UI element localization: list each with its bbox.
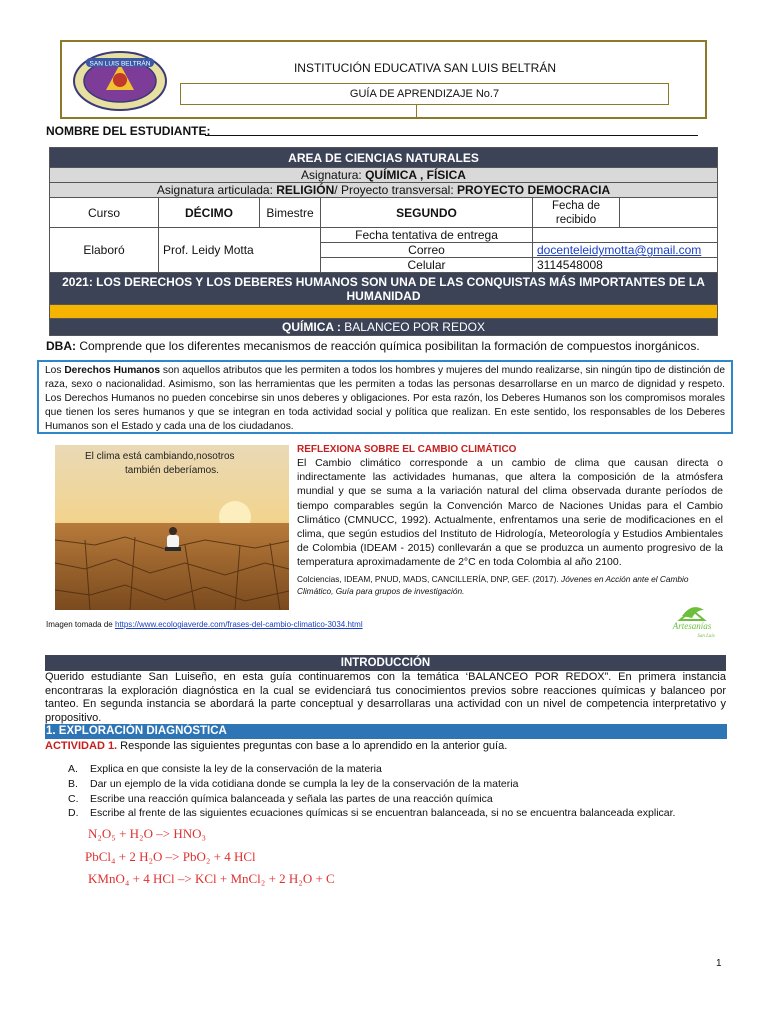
artesanias-logo-icon: [660, 598, 724, 638]
image-credit: Imagen tomada de https://www.ecologiaverde.com/frases-del-cambio-climatico-3034.html: [46, 620, 363, 629]
term-label: Bimestre: [260, 198, 321, 228]
image-credit-link[interactable]: https://www.ecologiaverde.com/frases-del-cambio-climatico-3034.html: [114, 620, 363, 629]
intro-title: INTRODUCCIÓN: [45, 655, 726, 671]
equation-1: N₂O₅ + H₂O –> HNO₃: [88, 826, 207, 841]
exploration-title: 1. EXPLORACIÓN DIAGNÓSTICA: [45, 724, 727, 739]
equation-2: PbCl₄ + 2 H₂O –> PbO₂ + 4 HCl: [85, 849, 256, 864]
delivery-label: Fecha tentativa de entrega: [321, 228, 533, 243]
climate-body: El Cambio climático corresponde a un cambio de clima que causan directa o indirectamente las actividades humanas, que altera la composición de la atmósfera mundial y que se suma a la variación natural del clima observada durante períodos de tiempo comparables según la Convención Marco de Naciones Unidas para el Cambio Climático (CMNUCC, 1992). Actualmente, enfrentamos una serie de modificaciones en el clima, que según estudios del Instituto de Hidrología, Meteorología y Estudios Ambientales de Colombia (IDEAM - 2015) conllevarán a que se produzca un aumento progresivo de la temperatura aproximadamente de 2°C en toda Colombia al año 2100.: [297, 457, 723, 569]
logo-text: SAN LUIS BELTRÁN: [89, 60, 151, 68]
logo2-sub: San Luis: [697, 634, 715, 638]
climate-citation: Colciencias, IDEAM, PNUD, MADS, CANCILLERÍA, DNP, GEF. (2017). Jóvenes en Acción ante el Cambio Climático, Guía para grupos de investigación.: [297, 574, 689, 596]
school-logo-icon: [72, 50, 168, 112]
logo2-name: Artesanías: [672, 621, 712, 631]
drought-photo: [55, 445, 289, 610]
guide-subcell: [180, 105, 417, 119]
term-value: SEGUNDO: [396, 205, 457, 220]
author-label: Elaboró: [50, 228, 159, 273]
human-rights-box: Los Derechos Humanos son aquellos atributos que les permiten a todos los hombres y mujeres del mundo realizarse, sin ningún tipo de distinción de raza, sexo o nacionalidad. Asimismo, son las herramientas que les permiten a todas las personas desarrollarse en un marco de dignidad y respeto. Los Derechos Humanos no pueden concebirse sin unos deberes y obligaciones. Por esta razón, los Deberes Humanos son los compromisos morales que tienen los seres humanos y que se integran en toda actividad social y política que realizan. En este sentido, los responsables de los Deberes Humanos son el Estado y cada una de los ciudadanos.: [37, 360, 733, 434]
climate-title: REFLEXIONA SOBRE EL CAMBIO CLIMÁTICO: [297, 444, 517, 455]
dba-text: DBA: Comprende que los diferentes mecanismos de reacción química posibilitan la formación de compuestos inorgánicos.: [46, 339, 700, 353]
received-field[interactable]: [620, 198, 718, 228]
author-value: Prof. Leidy Motta: [159, 228, 321, 273]
phone-label: Celular: [321, 258, 533, 273]
list-item: C. Escribe una reacción química balanceada y señala las partes de una reacción química: [68, 792, 493, 805]
theme-banner: 2021: LOS DERECHOS Y LOS DEBERES HUMANOS SON UNA DE LAS CONQUISTAS MÁS IMPORTANTES DE LA HUMANIDAD: [50, 273, 718, 305]
photo-caption-line1: El clima está cambiando,nosotros: [85, 451, 235, 462]
orange-divider: [50, 305, 718, 319]
delivery-field[interactable]: [533, 228, 718, 243]
list-item: B. Dar un ejemplo de la vida cotidiana donde se cumpla la ley de la conservación de la materia: [68, 777, 519, 790]
chemistry-title: QUÍMICA : BALANCEO POR REDOX: [50, 319, 718, 336]
area-title: AREA DE CIENCIAS NATURALES: [50, 148, 718, 168]
intro-text: Querido estudiante San Luiseño, en esta guía continuaremos con la temática ‘BALANCEO POR REDOX”. En primera instancia encontraras la exploración diagnóstica en la cual se evidenciará tus conocimientos previos sobre reacciones químicas y balanceo por tanteo. En segunda instancia se abordará la parte conceptual y desarrollaras una actividad con un nivel de competencia interpretativo y propositivo.: [45, 671, 726, 724]
activity-heading: ACTIVIDAD 1. Responde las siguientes preguntas con base a lo aprendido en la anterior guía.: [45, 740, 508, 752]
phone-value: 3114548008: [533, 258, 718, 273]
received-label: Fecha de recibido: [533, 198, 620, 228]
email-label: Correo: [321, 243, 533, 258]
guide-title: GUÍA DE APRENDIZAJE No.7: [180, 83, 669, 105]
subject-row: Asignatura: QUÍMICA , FÍSICA: [50, 168, 718, 183]
list-item: A. Explica en que consiste la ley de la conservación de la materia: [68, 763, 382, 775]
course-value: DÉCIMO: [185, 205, 233, 220]
student-name-label: NOMBRE DEL ESTUDIANTE:: [46, 124, 211, 138]
email-link[interactable]: docenteleidymotta@gmail.com: [537, 243, 702, 257]
question-list: [68, 762, 675, 821]
articulated-row: Asignatura articulada: RELIGIÓN/ Proyecto transversal: PROYECTO DEMOCRACIA: [50, 183, 718, 198]
articulated-value: RELIGIÓN: [276, 183, 335, 197]
equation-3: KMnO₄ + 4 HCl –> KCl + MnCl₂ + 2 H₂O + C: [88, 871, 335, 886]
list-item: D. Escribe al frente de las siguientes ecuaciones químicas si se encuentran balanceada, si no se encuentra balanceada explicar.: [68, 807, 676, 820]
student-name-field[interactable]: [205, 135, 698, 136]
project-value: PROYECTO DEMOCRACIA: [457, 183, 611, 197]
course-label: Curso: [50, 198, 159, 228]
subject-value: QUÍMICA , FÍSICA: [365, 168, 466, 182]
institution-name: INSTITUCIÓN EDUCATIVA SAN LUIS BELTRÁN: [293, 61, 557, 75]
photo-caption-line2: también deberíamos.: [125, 465, 219, 476]
info-table: [49, 147, 718, 336]
page-number: 1: [716, 958, 722, 969]
